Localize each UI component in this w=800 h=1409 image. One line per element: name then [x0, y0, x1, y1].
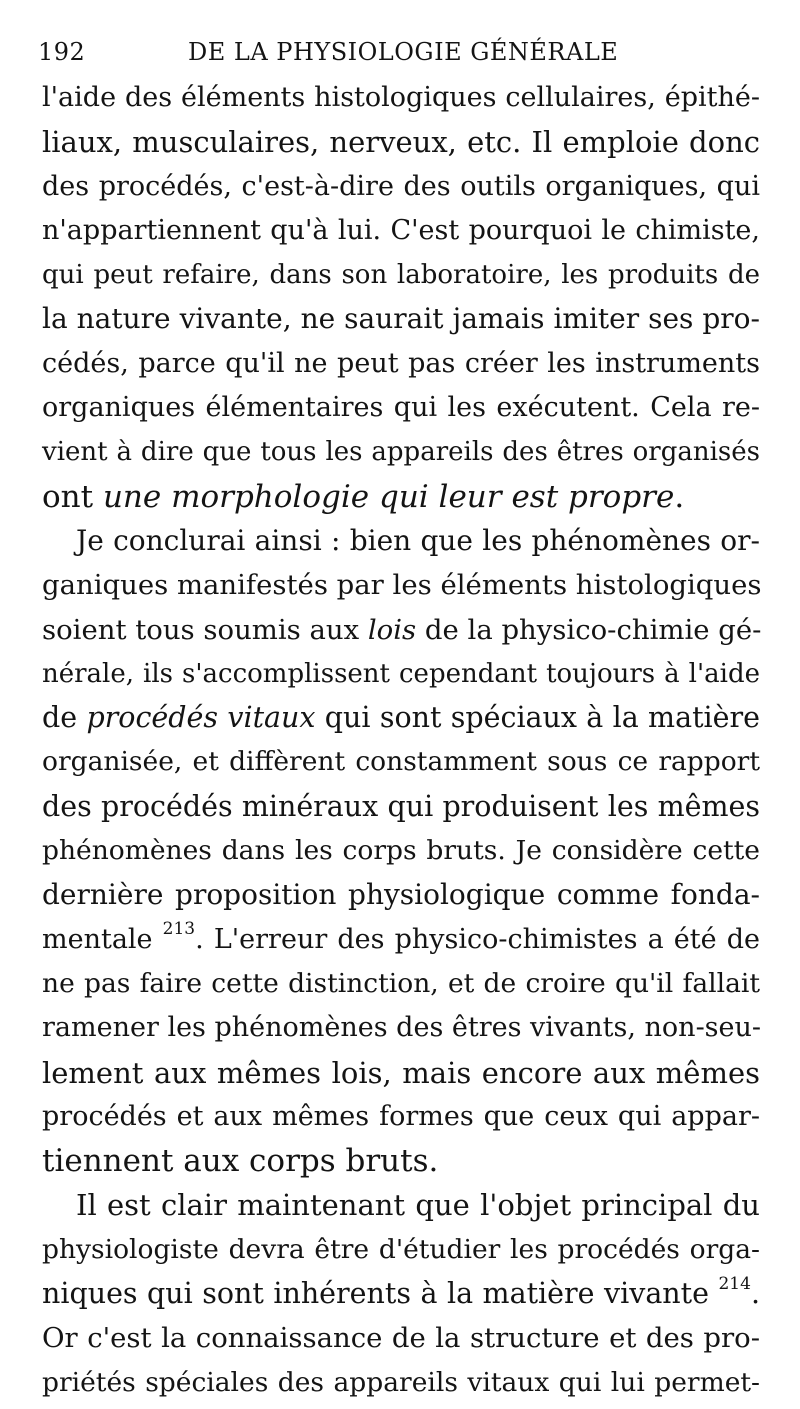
text-line: ne pas faire cette distinction, et de croire qu'il fallait [42, 967, 760, 999]
body-text [42, 76, 760, 1405]
text-line: physiologiste devra être d'étudier les procédés orga- [42, 1233, 760, 1265]
text-line: des procédés minéraux qui produisent les mêmes [42, 789, 760, 823]
text-line: ganiques manifestés par les éléments histologiques [42, 569, 762, 602]
italic-emphasis: lois [367, 613, 417, 646]
footnote-ref: 214 [718, 1274, 751, 1295]
text-run: qui sont spéciaux à la matière [315, 701, 760, 735]
text-line: priétés spéciales des appareils vitaux qui lui permet- [42, 1366, 760, 1398]
text-run: . L'erreur des physico-chimistes a été de [195, 923, 760, 955]
text-line: ramener les phénomènes des êtres vivants, non-seu- [42, 1012, 762, 1044]
text-line: organiques élémentaires qui les exécutent. Cela re- [42, 392, 760, 424]
text-line: phénomènes dans les corps bruts. Je considère cette [42, 835, 760, 867]
text-line: liaux, musculaires, nerveux, etc. Il emploie donc [42, 125, 760, 160]
text-line: Il est clair maintenant que l'objet principal du [76, 1188, 760, 1223]
text-run: ont [42, 478, 103, 515]
text-line [42, 475, 760, 519]
page-number: 192 [38, 38, 86, 66]
text-line: des procédés, c'est-à-dire des outils organiques, qui [42, 170, 760, 202]
italic-emphasis: procédés vitaux [86, 701, 316, 735]
text-line: tiennent aux corps bruts. [42, 1143, 439, 1180]
text-run: de [42, 701, 87, 735]
text-run: niques qui sont inhérents à la matière vivante [42, 1277, 719, 1311]
text-run: mentale [42, 923, 163, 955]
text-line [42, 1272, 760, 1316]
text-line: nérale, ils s'accomplissent cependant toujours à l'aide [42, 658, 760, 689]
text-run: soient tous soumis aux [42, 613, 368, 646]
text-line [42, 608, 760, 652]
text-line: lement aux mêmes lois, mais encore aux mêmes [42, 1055, 760, 1090]
text-line: dernière proposition physiologique comme fonda- [42, 878, 760, 912]
text-line [42, 696, 760, 740]
text-line: qui peut refaire, dans son laboratoire, les produits de [42, 260, 760, 291]
paragraph-1 [42, 76, 760, 519]
paragraph-2 [42, 519, 760, 1183]
italic-emphasis: une morphologie qui leur est propre [102, 478, 675, 515]
text-line: n'appartiennent qu'à lui. C'est pourquoi le chimiste, [42, 214, 760, 246]
text-line: Je conclurai ainsi : bien que les phénomènes or- [76, 523, 760, 557]
running-title: DE LA PHYSIOLOGIE GÉNÉRALE [188, 38, 619, 66]
footnote-ref: 213 [162, 918, 196, 939]
text-run: . [674, 478, 685, 515]
text-line: Or c'est la connaissance de la structure et des pro- [42, 1322, 760, 1355]
text-line: organisée, et diffèrent constamment sous ce rapport [42, 746, 760, 778]
text-line: l'aide des éléments histologiques cellulaires, épithé- [42, 82, 760, 113]
text-line: cédés, parce qu'il ne peut pas créer les instruments [42, 347, 760, 379]
running-head [38, 38, 770, 78]
text-run: . [750, 1277, 760, 1311]
text-line [42, 918, 760, 962]
text-line: vient à dire que tous les appareils des êtres organisés [42, 437, 760, 468]
text-line: la nature vivante, ne saurait jamais imiter ses pro- [42, 302, 760, 336]
text-line: procédés et aux mêmes formes que ceux qui appar- [42, 1100, 760, 1132]
paragraph-3 [42, 1183, 760, 1404]
text-run: de la physico-chimie gé- [416, 613, 762, 646]
